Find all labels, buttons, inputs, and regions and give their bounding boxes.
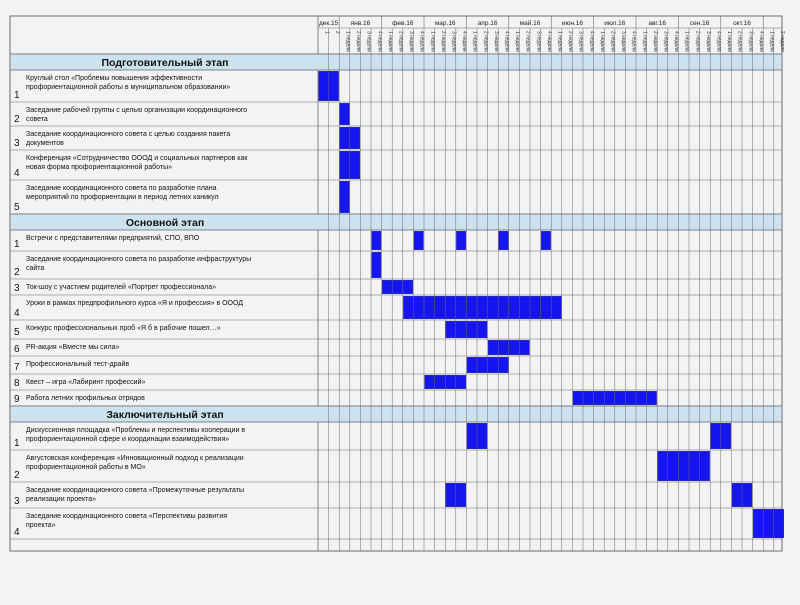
week-label: 1 неделя [598,31,605,52]
week-label: 4 неделя [545,31,552,52]
task-description: Круглый стол «Проблемы повышения эффективности профориентационной работы в муниципальном образовании» [26,75,231,91]
week-label: 2 неделя [355,31,362,52]
task-number: 5 [14,327,20,338]
week-label: 1 неделя [641,31,648,52]
week-label: 4 неделя [673,31,680,52]
month-label: июл.16 [604,20,626,27]
week-label: 1 [323,31,330,34]
task-description: Ток-шоу с участием родителей «Портрет профессионала» [26,284,217,291]
month-label: мар.16 [434,20,456,27]
task-number: 1 [14,239,20,250]
task-number: 4 [14,308,20,319]
week-label: 4 неделя [715,31,722,52]
stage-title: Заключительный этап [106,409,224,421]
stage-title: Подготовительный этап [101,57,229,69]
week-label: 2 неделя [567,31,574,52]
gantt-bar [372,252,381,278]
task-description: Конференция «Сотрудничество ОООД и социальных партнеров как новая форма профориентационной работы» [26,155,248,171]
week-label: 3 неделя [620,31,627,52]
task-description: Работа летних профильных отрядов [26,395,145,402]
task-number: 6 [14,344,20,355]
gantt-bar [340,181,349,213]
task-number: 2 [14,267,20,278]
month-label: янв.16 [350,20,371,27]
week-label: 2 неделя [651,31,658,52]
week-label: 1 неделя [386,31,393,52]
month-label: май.16 [519,20,541,27]
task-description: Заседание координационного совета «Промежуточные результаты реализации проекта» [26,487,245,503]
week-label: 4 неделя [418,31,425,52]
week-label: 1 неделя [556,31,563,52]
week-label: 2 неделя [524,31,531,52]
task-description: Августовская конференция «Инновационный подход к реализации профориентационной работы в МО» [26,455,244,471]
task-description: Профессиональный тест-драйв [26,361,130,368]
gantt-bar [372,231,381,250]
week-label: 3 неделя [492,31,499,52]
task-number: 9 [14,394,20,405]
week-label: 2 неделя [397,31,404,52]
week-label: 1 неделя [514,31,521,52]
week-label: 1 неделя [768,31,775,52]
gantt-bar [541,231,550,250]
task-description: Заседание координационного совета с целью создания пакета документов [26,131,231,147]
gantt-bar [403,296,561,319]
week-label: 4 неделя [461,31,468,52]
task-description: Заседание координационного совета по разработке инфраструктуры сайта [26,256,252,272]
task-description: Заседание координационного совета «Перспективы развития проекта» [26,513,228,529]
gantt-bar [658,451,710,481]
month-label: фев.16 [392,20,414,27]
task-number: 3 [14,138,20,149]
week-label: 4 неделя [630,31,637,52]
week-label: 3 неделя [535,31,542,52]
week-label: 3 неделя [577,31,584,52]
task-number: 1 [14,438,20,449]
task-number: 3 [14,283,20,294]
week-label: 2 [333,31,340,34]
stage-title: Основной этап [125,217,205,229]
week-label: 4 неделя [757,31,764,52]
month-label: сен.16 [689,20,710,27]
task-description: PR-акция «Вместе мы сила» [26,344,120,351]
gantt-bar [753,509,784,538]
task-description: Уроки в рамках предпрофильного курса «Я и профессия» в ОООД [26,300,244,307]
task-number: 3 [14,496,20,507]
month-label: июн.16 [561,20,583,27]
week-label: 4 неделя [588,31,595,52]
week-label: 1 неделя [429,31,436,52]
month-label: дек.15 [318,20,339,27]
task-number: 5 [14,202,20,213]
task-description: Квест – игра «Лабиринт профессий» [26,379,146,386]
gantt-bar [382,280,413,294]
task-number: 2 [14,114,20,125]
month-label: апр.16 [477,20,498,27]
task-number: 2 [14,470,20,481]
task-description: Дискуссионная площадка «Проблемы и перспективы кооперации в профориентационной сфере и координации взаимодействия» [26,427,246,443]
gantt-bar [414,231,423,250]
week-label: 2 неделя [694,31,701,52]
week-label: 2 неделя [609,31,616,52]
task-number: 7 [14,362,20,373]
gantt-bar [499,231,508,250]
month-label: окт.16 [733,20,751,27]
week-label: 3 неделя [365,31,372,52]
week-label: 3 неделя [747,31,754,52]
week-label: 4 неделя [503,31,510,52]
gantt-bar [340,103,349,125]
task-description: Конкурс профессиональных проб «Я б в рабочие пошел…» [26,325,221,332]
week-label: 2 неделя [779,31,786,52]
week-label: 1 неделя [344,31,351,52]
week-label: 1 неделя [471,31,478,52]
task-description: Заседание рабочей группы с целью организации координационного совета [26,107,248,123]
task-number: 4 [14,168,20,179]
week-label: 1 неделя [726,31,733,52]
week-label: 2 неделя [736,31,743,52]
task-number: 1 [14,90,20,101]
month-label: авг.16 [648,20,667,27]
week-label: 1 неделя [683,31,690,52]
gantt-bar [456,231,465,250]
week-label: 2 неделя [482,31,489,52]
week-label: 4 неделя [376,31,383,52]
task-number: 8 [14,378,20,389]
task-description: Заседание координационного совета по разработке плана мероприятий по профориентации в период летних каникул [26,185,219,201]
task-number: 4 [14,527,20,538]
week-label: 3 неделя [408,31,415,52]
week-label: 3 неделя [450,31,457,52]
week-label: 3 неделя [662,31,669,52]
week-label: 3 неделя [704,31,711,52]
week-label: 2 неделя [439,31,446,52]
task-description: Встречи с представителями предприятий, СПО, ВПО [26,235,200,242]
